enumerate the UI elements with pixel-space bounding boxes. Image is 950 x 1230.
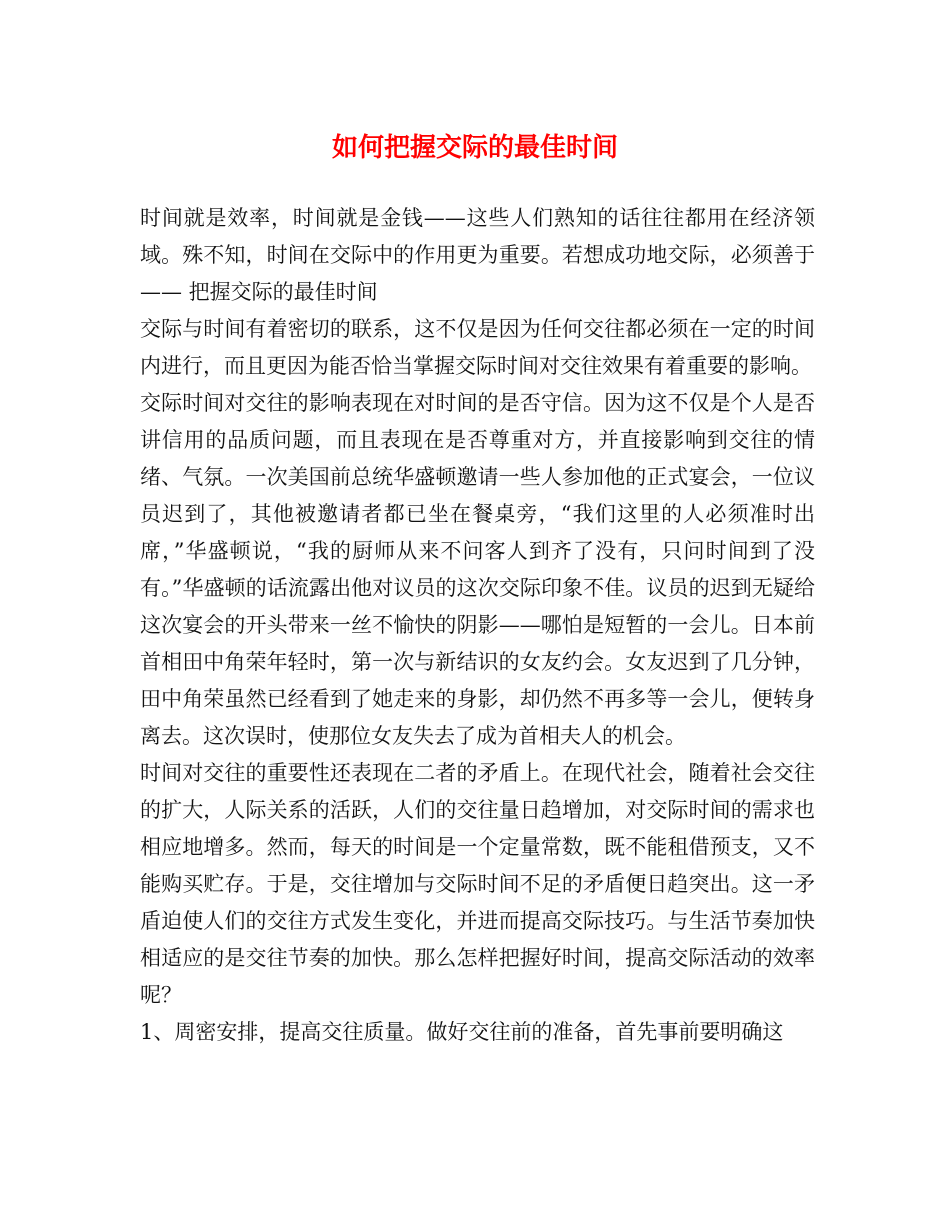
document-title: 如何把握交际的最佳时间 (331, 133, 618, 163)
paragraph-4: 时间对交往的重要性还表现在二者的矛盾上。在现代社会，随着社会交往的扩大，人际关系的活跃，人们的交往量日趋增加，对交际时间的需求也相应地增多。然而，每天的时间是一个定量常数，既不能租借预支，又不能购买贮存。于是，交往增加与交际时间不足的矛盾便日趋突出。这一矛盾迫使人们的交往方式发生变化，并进而提高交际技巧。与生活节奏加快相适应的是交往节奏的加快。那么怎样把握好时间，提高交际活动的效率呢？ (140, 761, 815, 1007)
paragraph-5: 1、周密安排，提高交往质量。做好交往前的准备，首先事前要明确这 (140, 1020, 784, 1044)
paragraph-3: 交际时间对交往的影响表现在对时间的是否守信。因为这不仅是个人是否讲信用的品质问题，而且表现在是否尊重对方，并直接影响到交往的情绪、气氛。一次美国前总统华盛顿邀请一些人参加他的正式宴会，一位议员迟到了，其他被邀请者都已坐在餐桌旁，“我们这里的人必须准时出席，”华盛顿说，“我的厨师从来不问客人到齐了没有，只问时间到了没有。”华盛顿的话流露出他对议员的这次交际印象不佳。议员的迟到无疑给这次宴会的开头带来一丝不愉快的阴影——哪怕是短暂的一会儿。日本前首相田中角荣年轻时，第一次与新结识的女友约会。女友迟到了几分钟，田中角荣虽然已经看到了她走来的身影，却仍然不再多等一会儿，便转身离去。这次误时，使那位女友失去了成为首相夫人的机会。 (140, 391, 815, 748)
paragraph-1: 时间就是效率，时间就是金钱——这些人们熟知的话往往都用在经济领域。殊不知，时间在交际中的作用更为重要。若想成功地交际，必须善于—— 把握交际的最佳时间 (140, 206, 815, 304)
paragraph-2: 交际与时间有着密切的联系，这不仅是因为任何交往都必须在一定的时间内进行，而且更因为能否恰当掌握交际时间对交往效果有着重要的影响。 (140, 317, 815, 378)
document-body (140, 200, 815, 1051)
